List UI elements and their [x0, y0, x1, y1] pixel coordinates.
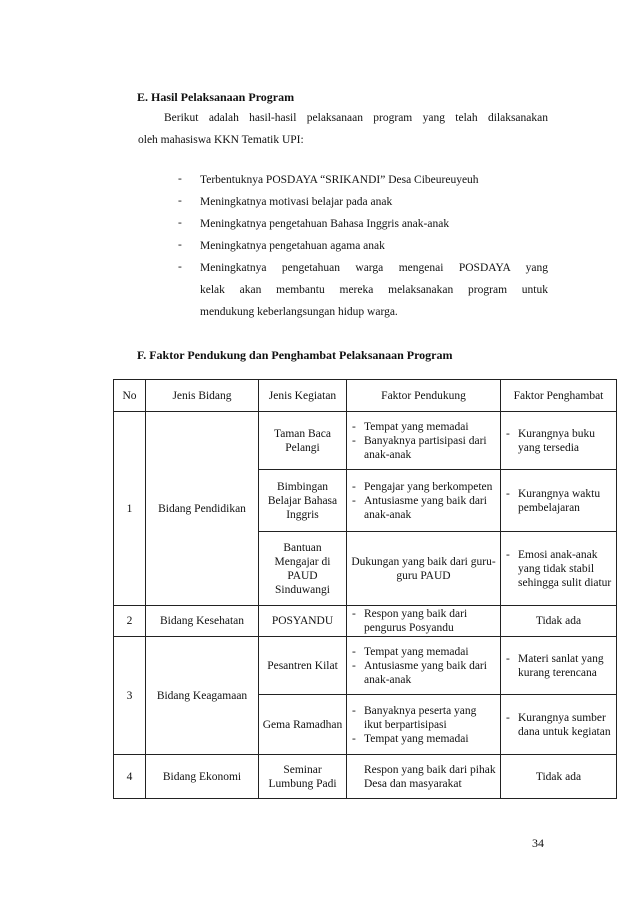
list-item: - Banyaknya peserta yang ikut berpartisipasi — [350, 704, 497, 732]
bullet-text-line-3: mendukung keberlangsungan hidup warga. — [200, 306, 398, 318]
section-e-paragraph-line-2: oleh mahasiswa KKN Tematik UPI: — [138, 134, 304, 146]
cell-kegiatan: Bantuan Mengajar di PAUD Sinduwangi — [259, 532, 347, 606]
cell-bidang: Bidang Kesehatan — [146, 606, 259, 637]
bullet-item — [178, 213, 548, 235]
bullet-item — [178, 257, 548, 323]
cell-bidang: Bidang Keagamaan — [146, 637, 259, 755]
cell-bidang: Bidang Ekonomi — [146, 755, 259, 799]
cell-kegiatan: POSYANDU — [259, 606, 347, 637]
table-row — [114, 606, 617, 637]
list-item: - Antusiasme yang baik dari anak-anak — [350, 659, 497, 687]
cell-penghambat — [501, 412, 617, 470]
header-jenis-kegiatan: Jenis Kegiatan — [259, 380, 347, 412]
cell-kegiatan: Pesantren Kilat — [259, 637, 347, 695]
cell-pendukung — [347, 695, 501, 755]
cell-penghambat — [501, 532, 617, 606]
bullet-text: Meningkatnya motivasi belajar pada anak — [200, 196, 393, 208]
cell-no: 2 — [114, 606, 146, 637]
cell-pendukung — [347, 606, 501, 637]
bullet-text: Meningkatnya pengetahuan agama anak — [200, 240, 385, 252]
list-item: - Antusiasme yang baik dari anak-anak — [350, 494, 497, 522]
cell-no: 3 — [114, 637, 146, 755]
bullet-text: Meningkatnya pengetahuan Bahasa Inggris anak-anak — [200, 218, 450, 230]
list-item: - Pengajar yang berkompeten — [350, 480, 497, 494]
cell-pendukung — [347, 470, 501, 532]
bullet-dash: - — [178, 217, 182, 229]
bullet-dash: - — [178, 173, 182, 185]
cell-penghambat: Tidak ada — [501, 606, 617, 637]
section-f-heading: F. Faktor Pendukung dan Penghambat Pelaksanaan Program — [137, 348, 453, 362]
bullet-text-line-2: kelak akan membantu mereka melaksanakan program untuk — [200, 284, 548, 296]
bullet-dash: - — [178, 261, 182, 273]
bullet-dash: - — [178, 195, 182, 207]
bullet-text: Terbentuknya POSDAYA “SRIKANDI” Desa Cibeureuyeuh — [200, 174, 479, 186]
table-row — [114, 755, 617, 799]
list-item: - Tempat yang memadai — [350, 645, 497, 659]
list-item: - Tempat yang memadai — [350, 732, 497, 746]
table-row — [114, 637, 617, 695]
cell-penghambat — [501, 695, 617, 755]
section-e-paragraph-line-1: Berikut adalah hasil-hasil pelaksanaan program yang telah dilaksanakan — [164, 112, 548, 124]
cell-kegiatan: Gema Ramadhan — [259, 695, 347, 755]
cell-bidang: Bidang Pendidikan — [146, 412, 259, 606]
cell-penghambat — [501, 637, 617, 695]
cell-pendukung — [347, 412, 501, 470]
list-item: - Kurangnya sumber dana untuk kegiatan — [504, 711, 613, 739]
cell-kegiatan: Seminar Lumbung Padi — [259, 755, 347, 799]
header-faktor-penghambat: Faktor Penghambat — [501, 380, 617, 412]
bullet-item — [178, 191, 548, 213]
list-item: - Materi sanlat yang kurang terencana — [504, 652, 613, 680]
bullet-item — [178, 169, 548, 191]
cell-kegiatan: Taman Baca Pelangi — [259, 412, 347, 470]
cell-pendukung: Dukungan yang baik dari guru-guru PAUD — [347, 532, 501, 606]
cell-pendukung: Respon yang baik dari pihak Desa dan masyarakat — [347, 755, 501, 799]
list-item: - Emosi anak-anak yang tidak stabil sehingga sulit diatur — [504, 548, 613, 590]
cell-no: 4 — [114, 755, 146, 799]
list-item: - Kurangnya buku yang tersedia — [504, 427, 613, 455]
cell-kegiatan: Bimbingan Belajar Bahasa Inggris — [259, 470, 347, 532]
table-row — [114, 412, 617, 470]
cell-penghambat: Tidak ada — [501, 755, 617, 799]
section-e-heading: E. Hasil Pelaksanaan Program — [137, 90, 295, 104]
list-item: - Kurangnya waktu pembelajaran — [504, 487, 613, 515]
cell-pendukung — [347, 637, 501, 695]
header-faktor-pendukung: Faktor Pendukung — [347, 380, 501, 412]
header-no: No — [114, 380, 146, 412]
header-jenis-bidang: Jenis Bidang — [146, 380, 259, 412]
page-number: 34 — [532, 836, 544, 850]
cell-no: 1 — [114, 412, 146, 606]
factors-table — [113, 379, 617, 799]
list-item: - Tempat yang memadai — [350, 420, 497, 434]
table-header-row — [114, 380, 617, 412]
bullet-dash: - — [178, 239, 182, 251]
cell-penghambat — [501, 470, 617, 532]
bullet-text-line-1: Meningkatnya pengetahuan warga mengenai POSDAYA yang — [200, 262, 548, 274]
list-item: - Banyaknya partisipasi dari anak-anak — [350, 434, 497, 462]
list-item: - Respon yang baik dari pengurus Posyandu — [350, 607, 497, 635]
bullet-item — [178, 235, 548, 257]
